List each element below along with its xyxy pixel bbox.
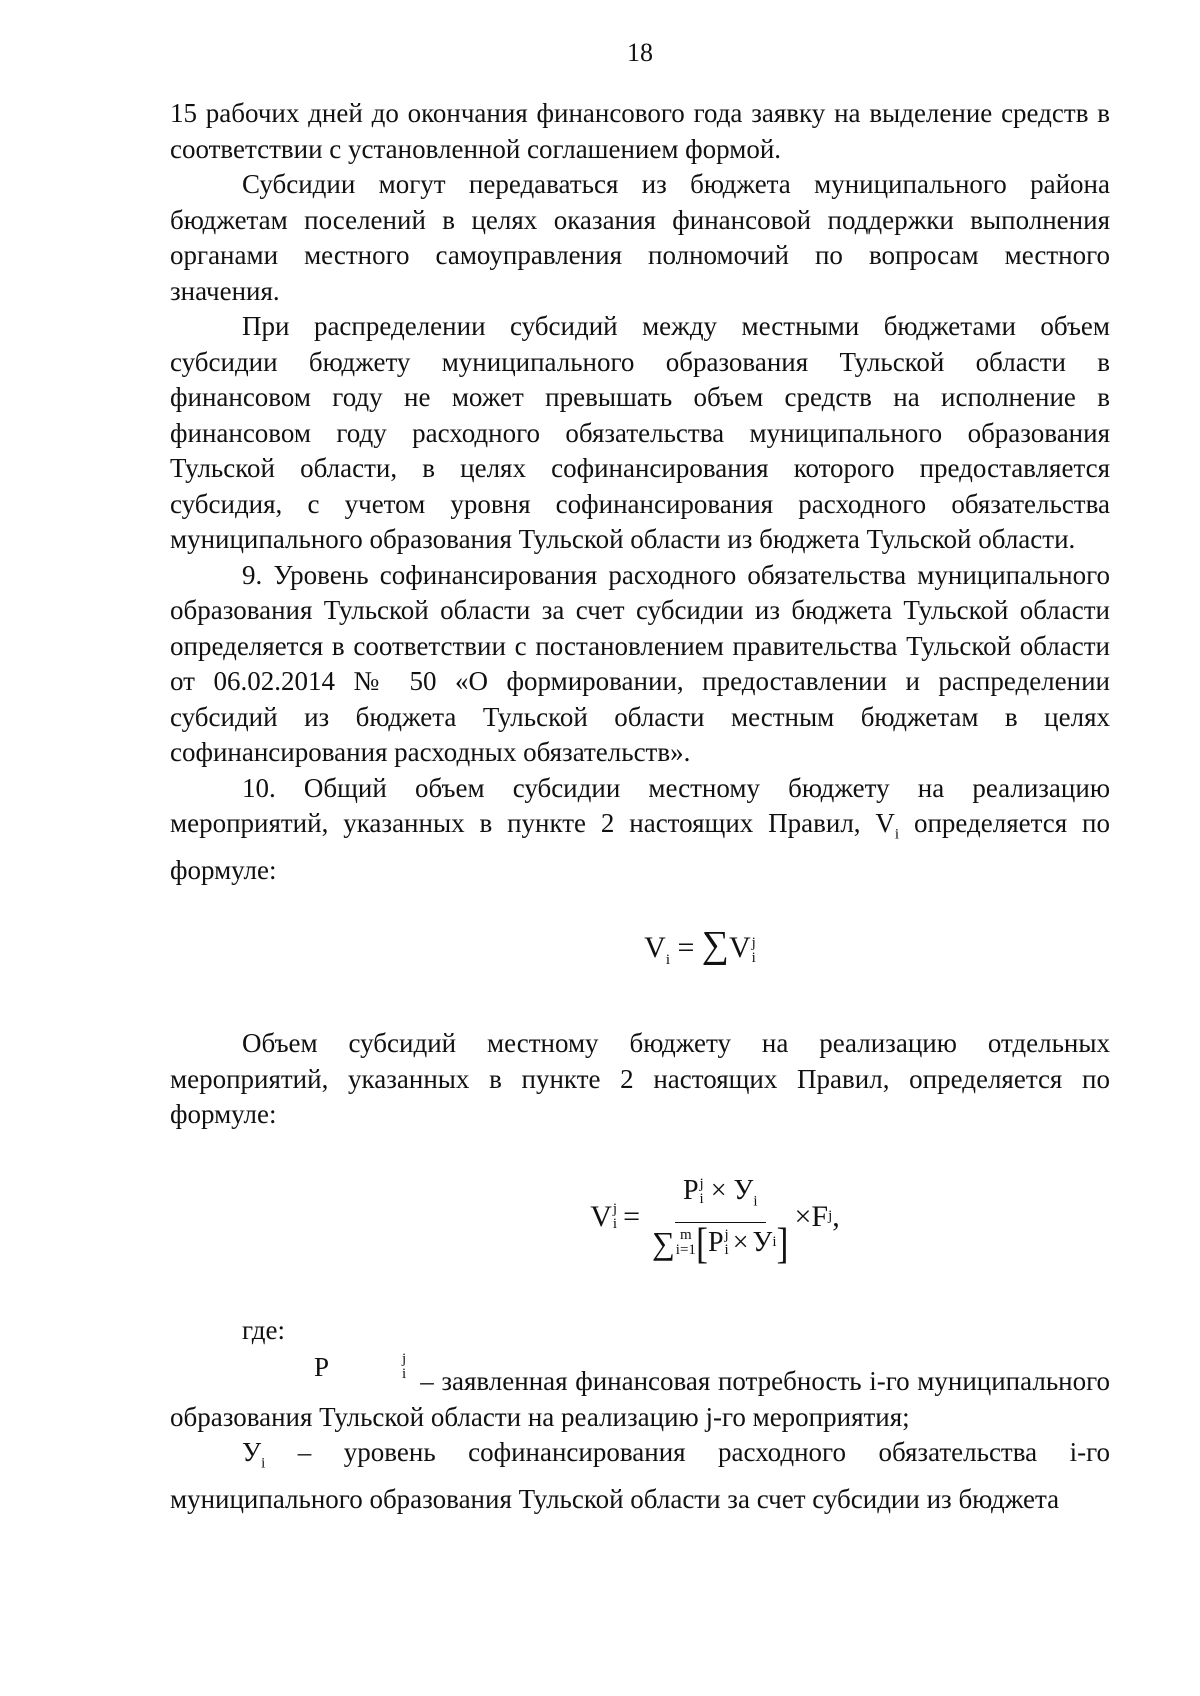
def-p-sub: i (402, 1366, 407, 1383)
f2-num-p-sub: i (699, 1191, 704, 1208)
definition-y (170, 1435, 1110, 1517)
paragraph-distribution: При распределении субсидий между местными бюджетами объем субсидии бюджету муниципального образования Тульской области в финансовом году не может превышать объем средств на исполнение в финансовом году расходного обязательства муниципального образования Тульской области, в целях софинансирования которого предоставляется субсидия, с учетом уровня софинансирования расходного обязательства муниципального образования Тульской области из бюджета Тульской области. (170, 311, 1110, 554)
f2-den-times: × (732, 1227, 749, 1259)
item-10-subscript: i (894, 826, 900, 843)
f1-rhs: V (729, 931, 751, 965)
f2-f: F (811, 1200, 829, 1234)
f2-lhs-sub: i (612, 1215, 618, 1232)
def-p-symbol (242, 1350, 406, 1386)
f1-rhs-sup: j (751, 934, 756, 951)
f1-lhs: V (644, 931, 666, 965)
f2-den-sum-sub: i=1 (675, 1241, 696, 1258)
f2-den-p-sup: j (724, 1226, 729, 1243)
f1-sum-sign: ∑ (701, 924, 729, 967)
f1-rhs-sub: i (751, 949, 756, 966)
formula-event-subsidy (170, 1173, 1110, 1277)
page-number: 18 (627, 38, 653, 67)
paragraph-item-9: 9. Уровень софинансирования расходного обязательства муниципального образования Тульской области за счет субсидии из бюджета Тульской области определяется в соответствии с постановлением правительства Тульской области от 06.02.2014 № 50 «О формировании, предоставлении и распределении субсидий из бюджета Тульской области местным бюджетам в целях софинансирования расходных обязательств». (170, 559, 1110, 767)
f2-lhs-sup: j (612, 1200, 618, 1217)
f2-num-p: P (682, 1174, 699, 1206)
f2-num-y-sub: i (753, 1193, 758, 1210)
item-10-text-before: 10. Общий объем субсидии местному бюджету на реализацию мероприятий, указанных в пункте 2 настоящих Правил, V (170, 772, 1110, 838)
paragraph-subsidies-transfer: Субсидии могут передаваться из бюджета муниципального района бюджетам поселений в целях оказания финансовой поддержки выполнения органами местного самоуправления полномочий по вопросам местного значения. (170, 169, 1110, 306)
f2-num-times: × (710, 1174, 727, 1206)
f2-den-open-bracket: [ (695, 1218, 708, 1267)
definition-p (170, 1351, 1110, 1435)
f2-lhs: V (590, 1200, 612, 1234)
f2-den-y: У (752, 1227, 773, 1259)
f2-fraction (651, 1173, 789, 1267)
def-p-sup: j (402, 1351, 407, 1368)
f2-den-sum-sup: m (680, 1226, 692, 1243)
f2-den-sum-sign: ∑ (651, 1224, 675, 1261)
paragraph-continuation: 15 рабочих дней до окончания финансового года заявку на выделение средств в соответствии с установленной соглашением формой. (170, 98, 1110, 164)
f2-num-y: У (733, 1174, 754, 1206)
f2-comma: , (832, 1200, 840, 1234)
def-p-var: P (314, 1352, 330, 1383)
def-y-text: – уровень софинансирования расходного обязательства i-го муниципального образования Тульской области за счет субсидии из бюджета (170, 1437, 1110, 1515)
f2-den-y-sub: i (772, 1234, 777, 1251)
f1-lhs-sub: i (665, 952, 670, 969)
f2-num-p-sup: j (699, 1176, 704, 1193)
f2-numerator (675, 1173, 766, 1223)
where-label: где: (242, 1314, 285, 1345)
paragraph-item-10 (170, 771, 1110, 889)
paragraph-separate-events: Объем субсидий местному бюджету на реализацию отдельных мероприятий, указанных в пункте 2 настоящих Правил, определяется по формуле: (170, 1028, 1110, 1130)
f1-eq: = (677, 931, 695, 965)
f2-denominator (651, 1218, 789, 1267)
formula-total-subsidy (170, 926, 1110, 990)
def-y-sub: i (261, 1455, 266, 1472)
item-10-text-after: определяется по формуле: (170, 808, 1110, 885)
document-body (170, 96, 1110, 1518)
f2-den-p: P (707, 1227, 724, 1259)
f2-times: × (794, 1200, 812, 1234)
f2-eq: = (623, 1200, 640, 1234)
f2-den-p-sub: i (724, 1241, 729, 1258)
f2-f-sub: j (828, 1208, 833, 1225)
def-p-text: – заявленная финансовая потребность i-го муниципального образования Тульской области на реализацию j-го мероприятия; (170, 1366, 1110, 1432)
def-y-var: У (242, 1437, 262, 1468)
f2-den-close-bracket: ] (776, 1218, 789, 1267)
